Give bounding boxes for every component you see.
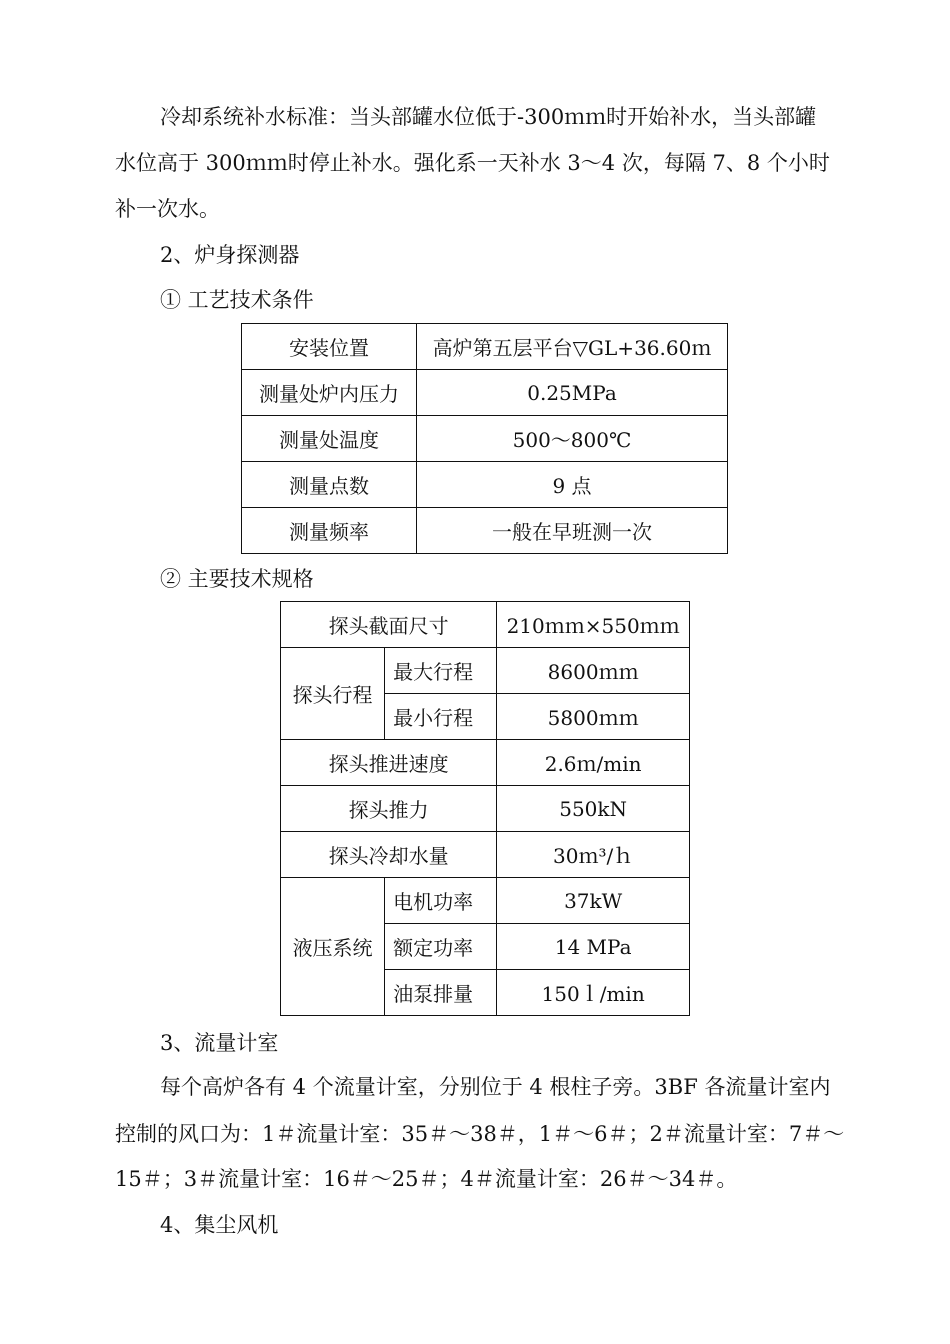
paragraph-line: 控制的风口为：1＃流量计室：35＃～38＃，1＃～6＃；2＃流量计室：7＃～: [115, 1122, 845, 1146]
technical-specs-table: [280, 601, 690, 1016]
table-value-cell: 2.6ｍ/min: [497, 740, 690, 786]
paragraph-line: 冷却系统补水标准：当头部罐水位低于-300ｍｍ时开始补水，当头部罐: [160, 105, 817, 129]
table-key-cell: 探头截面尺寸: [281, 602, 497, 648]
table-value-cell: 14 MPa: [497, 924, 690, 970]
table-group-cell: 探头行程: [281, 648, 385, 740]
table-key-cell: 测量处温度: [242, 416, 417, 462]
table-key-cell: 测量点数: [242, 462, 417, 508]
section-heading: 3、流量计室: [160, 1031, 279, 1055]
table-row: [242, 462, 728, 508]
table-row: [281, 832, 690, 878]
subsection-heading: ① 工艺技术条件: [160, 288, 314, 312]
table-key-cell: 测量处炉内压力: [242, 370, 417, 416]
table-group-cell: 液压系统: [281, 878, 385, 1016]
table-value-cell: 500～800℃: [417, 416, 728, 462]
table-value-cell: 150ｌ/min: [497, 970, 690, 1016]
table-value-cell: 9 点: [417, 462, 728, 508]
paragraph-line: 水位高于 300ｍｍ时停止补水。强化系一天补水 3～4 次，每隔 7、8 个小时: [115, 151, 830, 175]
table-key-cell: 电机功率: [385, 878, 497, 924]
table-key-cell: 油泵排量: [385, 970, 497, 1016]
table-row: [281, 648, 690, 694]
paragraph-line: 15＃；3＃流量计室：16＃～25＃；4＃流量计室：26＃～34＃。: [115, 1167, 738, 1191]
table-row: [281, 786, 690, 832]
process-conditions-table: [241, 323, 728, 554]
table-value-cell: 37kW: [497, 878, 690, 924]
table-row: [281, 878, 690, 924]
table-key-cell: 安装位置: [242, 324, 417, 370]
table-key-cell: 测量频率: [242, 508, 417, 554]
section-heading: 2、炉身探测器: [160, 243, 300, 267]
table-value-cell: 210ｍｍ×550ｍｍ: [497, 602, 690, 648]
table-row: [281, 602, 690, 648]
table-key-cell: 额定功率: [385, 924, 497, 970]
table-key-cell: 探头推进速度: [281, 740, 497, 786]
table-row: [242, 508, 728, 554]
table-row: [281, 740, 690, 786]
table-row: [242, 416, 728, 462]
paragraph-line: 每个高炉各有 4 个流量计室，分别位于 4 根柱子旁。3BF 各流量计室内: [160, 1075, 831, 1099]
table-key-cell: 最大行程: [385, 648, 497, 694]
table-row: [242, 370, 728, 416]
table-value-cell: 高炉第五层平台▽GL+36.60ｍ: [417, 324, 728, 370]
table-value-cell: 30ｍ³/ｈ: [497, 832, 690, 878]
paragraph-line: 补一次水。: [115, 197, 220, 221]
section-heading: 4、集尘风机: [160, 1213, 279, 1237]
table-key-cell: 最小行程: [385, 694, 497, 740]
table-value-cell: 0.25MPa: [417, 370, 728, 416]
table-value-cell: 5800ｍｍ: [497, 694, 690, 740]
table-value-cell: 550kN: [497, 786, 690, 832]
table-row: [242, 324, 728, 370]
table-value-cell: 一般在早班测一次: [417, 508, 728, 554]
table-key-cell: 探头冷却水量: [281, 832, 497, 878]
table-value-cell: 8600ｍｍ: [497, 648, 690, 694]
subsection-heading: ② 主要技术规格: [160, 567, 314, 591]
table-key-cell: 探头推力: [281, 786, 497, 832]
